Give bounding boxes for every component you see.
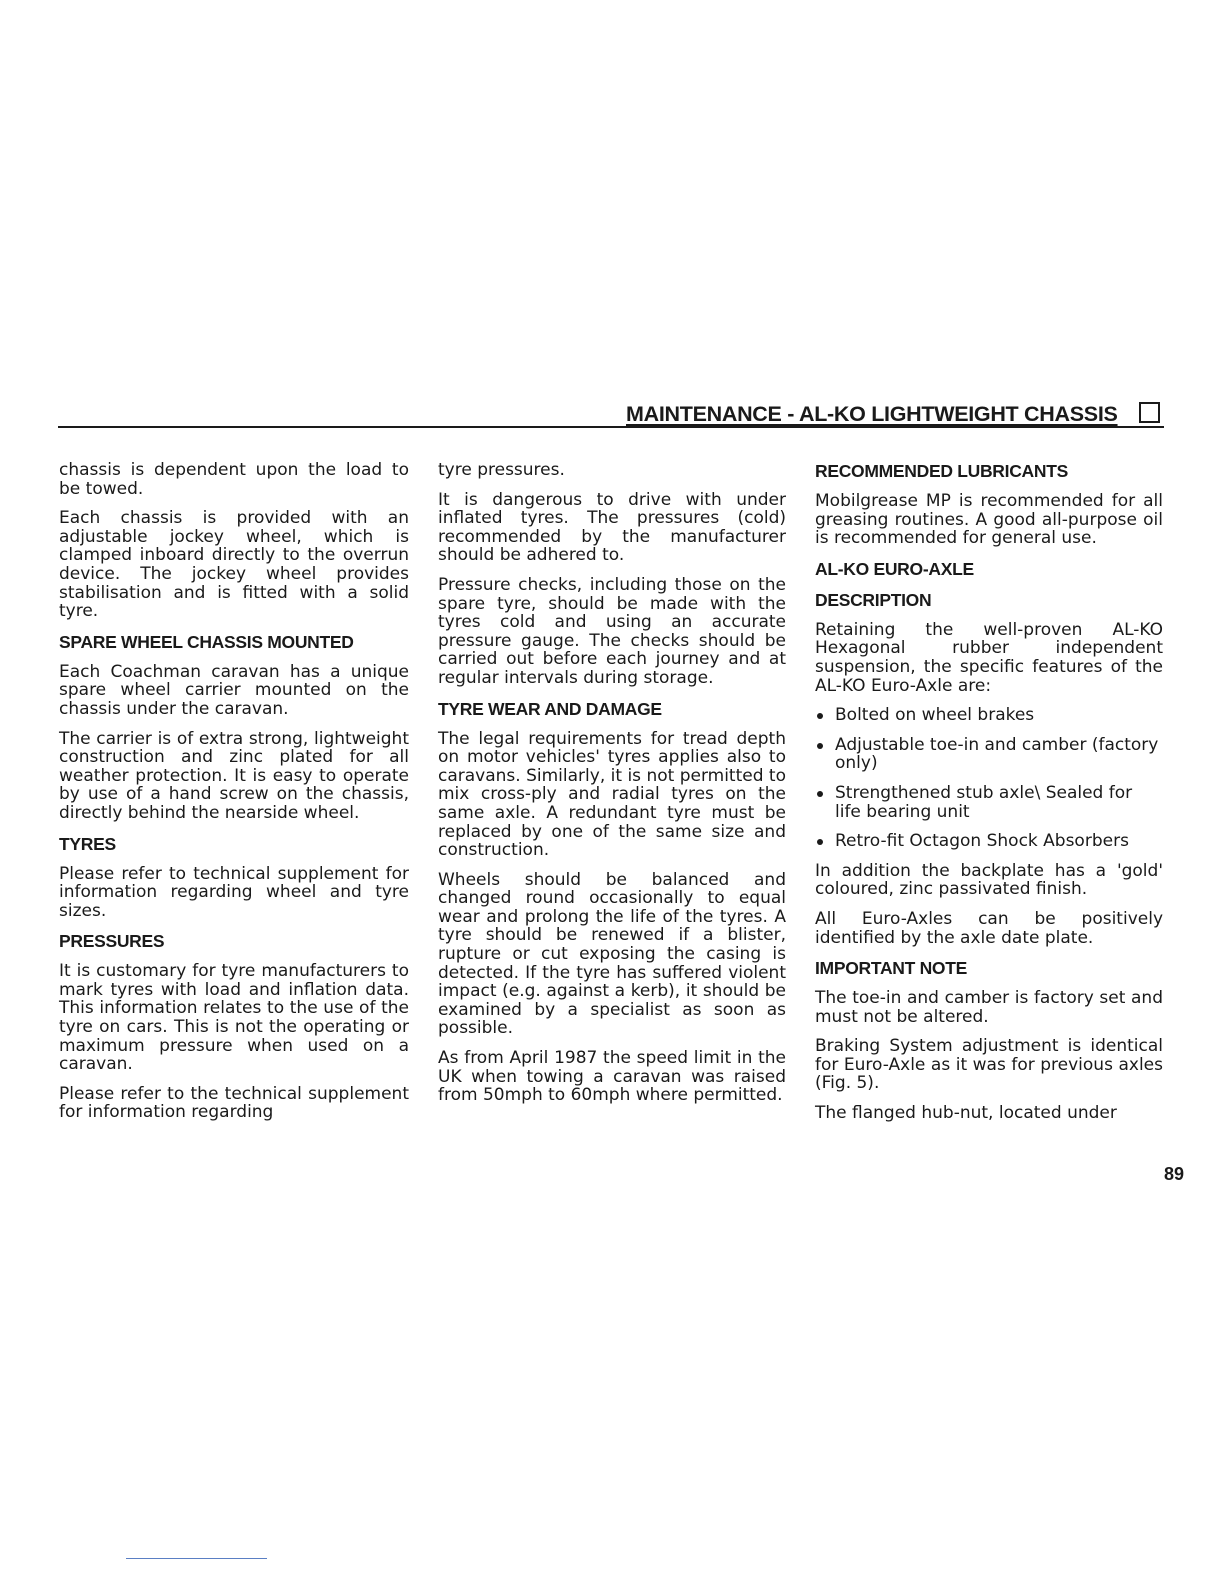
list-item — [815, 736, 1163, 773]
section-heading-euro-axle: AL-KO EURO-AXLE — [815, 558, 974, 579]
paragraph: All Euro-Axles can be positively identified by the axle date plate. — [815, 908, 1163, 948]
list-item-text: Retro-fit Octagon Shock Absorbers — [835, 831, 1129, 852]
paragraph: Wheels should be balanced and changed round occasionally to equal wear and prolong the life of the tyres. A tyre should be renewed if a blister, rupture or cut exposing the casing is detected. If the tyre has suffered violent impact (e.g. against a kerb), it should be examined by a specialist as soon as possible. — [438, 869, 786, 1039]
list-item — [815, 784, 1163, 821]
paragraph: The toe-in and camber is factory set and must not be altered. — [815, 988, 1163, 1027]
list-item-text: Strengthened stub axle\ Sealed for life bearing unit — [835, 782, 1133, 822]
paragraph: The carrier is of extra strong, lightweight construction and zinc plated for all weather protection. It is easy to operate by use of a hand screw on the chassis, directly behind the nearside wheel. — [59, 728, 409, 823]
paragraph: The flanged hub-nut, located under — [815, 1103, 1117, 1124]
section-heading-lubricants: RECOMMENDED LUBRICANTS — [815, 461, 1068, 481]
bullet-icon — [817, 791, 823, 797]
list-item-text: Bolted on wheel brakes — [835, 705, 1035, 726]
bullet-icon — [817, 713, 823, 719]
bullet-icon — [817, 839, 823, 845]
paragraph: Each Coachman caravan has a unique spare wheel carrier mounted on the chassis under the caravan. — [59, 661, 409, 719]
paragraph: It is dangerous to drive with under inflated tyres. The pressures (cold) recommended by the manufacturer should be adhered to. — [438, 489, 786, 566]
section-heading-important-note: IMPORTANT NOTE — [815, 958, 967, 979]
list-item — [815, 706, 1163, 725]
paragraph: The legal requirements for tread depth on motor vehicles' tyres applies also to caravans. Similarly, it is not permitted to mix cross-ply and radial tyres on the same axle. A redundant tyre must be replaced by one of the same size and construction. — [438, 728, 786, 861]
footer-rule — [126, 1558, 267, 1559]
section-heading-description: DESCRIPTION — [815, 589, 932, 610]
column-2 — [438, 461, 786, 1116]
section-heading-tyres: TYRES — [59, 833, 116, 854]
paragraph: Braking System adjustment is identical for Euro-Axle as it was for previous axles (Fig. 5). — [815, 1036, 1163, 1094]
paragraph: Each chassis is provided with an adjustable jockey wheel, which is clamped inboard directly to the overrun device. The jockey wheel provides stabilisation and is fitted with a solid tyre. — [59, 508, 409, 622]
paragraph: As from April 1987 the speed limit in the UK when towing a caravan was raised from 50mph to 60mph where permitted. — [438, 1048, 786, 1106]
header-rule — [58, 426, 1164, 428]
paragraph: Retaining the well-proven AL-KO Hexagonal rubber independent suspension, the specific features of the AL-KO Euro-Axle are: — [815, 619, 1163, 696]
feature-list — [815, 706, 1163, 851]
section-heading-spare-wheel: SPARE WHEEL CHASSIS MOUNTED — [59, 631, 354, 652]
paragraph: Please refer to the technical supplement for information regarding — [59, 1083, 409, 1123]
column-3 — [815, 461, 1163, 1134]
column-1 — [59, 461, 409, 1133]
page-number: 89 — [1164, 1164, 1185, 1184]
list-item — [815, 832, 1163, 851]
paragraph: It is customary for tyre manufacturers to mark tyres with load and inflation data. This information relates to the use of the tyre on cars. This is not the operating or maximum pressure when used on a caravan. — [59, 961, 409, 1075]
list-item-text: Adjustable toe-in and camber (factory only) — [835, 734, 1159, 774]
paragraph: Mobilgrease MP is recommended for all greasing routines. A good all-purpose oil is recommended for general use. — [815, 491, 1163, 549]
page-title: MAINTENANCE - AL-KO LIGHTWEIGHT CHASSIS — [626, 402, 1118, 426]
paragraph: tyre pressures. — [438, 460, 565, 480]
bullet-icon — [817, 743, 823, 749]
paragraph: Pressure checks, including those on the spare tyre, should be made with the tyres cold and using an accurate pressure gauge. The checks should be carried out before each journey and at regular intervals during storage. — [438, 574, 786, 688]
paragraph: In addition the backplate has a 'gold' coloured, zinc passivated finish. — [815, 860, 1163, 900]
section-heading-pressures: PRESSURES — [59, 931, 165, 952]
paragraph: Please refer to technical supplement for information regarding wheel and tyre sizes. — [59, 863, 409, 921]
header-box-icon — [1139, 402, 1160, 423]
paragraph: chassis is dependent upon the load to be towed. — [59, 460, 409, 499]
section-heading-tyre-wear: TYRE WEAR AND DAMAGE — [438, 698, 662, 719]
